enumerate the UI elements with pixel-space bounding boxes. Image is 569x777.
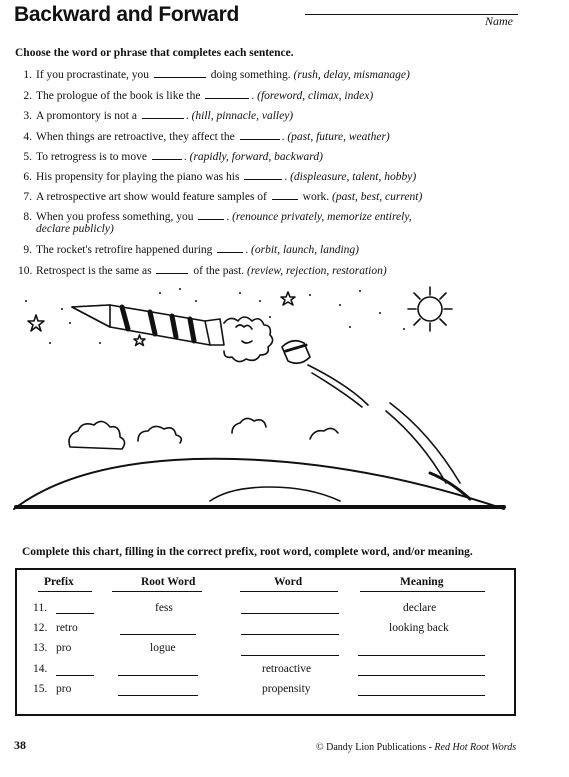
answer-options: (review, rejection, restoration) xyxy=(247,265,387,277)
answer-options: (renounce privately, memorize entirely, xyxy=(232,211,412,223)
prefix-blank[interactable] xyxy=(56,613,94,614)
answer-options: (rapidly, forward, backward) xyxy=(189,151,323,163)
question-text: A retrospective art show would feature samples of xyxy=(36,191,267,203)
rocket-icon xyxy=(72,305,224,345)
question-text: The rocket's retrofire happened during xyxy=(36,244,213,256)
question-5 xyxy=(21,149,323,165)
question-1 xyxy=(21,67,410,83)
answer-options-continued: declare publicly) xyxy=(36,223,114,235)
answer-options: (orbit, launch, landing) xyxy=(251,244,360,256)
question-9 xyxy=(21,242,359,258)
star-icon xyxy=(281,292,295,305)
question-text-after: . xyxy=(226,211,230,223)
publisher-credit xyxy=(316,742,516,753)
question-2 xyxy=(21,88,373,104)
cloud-icon xyxy=(138,426,181,443)
prefix-cell: pro xyxy=(56,683,72,695)
row-number: 14. xyxy=(33,663,48,675)
answer-options: (past, best, current) xyxy=(332,191,423,203)
header-underline xyxy=(240,591,338,592)
earth-horizon xyxy=(14,459,504,509)
root-word-cell: logue xyxy=(150,642,176,654)
question-number: 2. xyxy=(23,90,32,102)
header-meaning: Meaning xyxy=(400,576,444,588)
cloud-icon xyxy=(310,428,338,439)
question-7 xyxy=(21,189,422,205)
question-number: 5. xyxy=(23,151,32,163)
question-number: 10. xyxy=(18,265,33,277)
root-word-blank[interactable] xyxy=(120,634,196,635)
question-number: 1. xyxy=(23,69,32,81)
question-text-after: . xyxy=(284,171,288,183)
meaning-cell: declare xyxy=(403,602,437,614)
header-prefix: Prefix xyxy=(44,576,74,588)
root-word-blank[interactable] xyxy=(118,675,198,676)
question-4 xyxy=(21,129,390,145)
word-blank[interactable] xyxy=(241,613,339,614)
header-underline xyxy=(112,591,202,592)
capsule-icon xyxy=(282,341,310,364)
answer-blank[interactable] xyxy=(142,108,184,119)
row-number: 15. xyxy=(33,683,48,695)
page-number: 38 xyxy=(14,738,26,752)
question-text: His propensity for playing the piano was his xyxy=(36,171,240,183)
row-number: 11. xyxy=(33,602,47,614)
answer-blank[interactable] xyxy=(217,242,243,253)
question-number: 8. xyxy=(23,211,32,223)
root-word-blank[interactable] xyxy=(118,695,198,696)
star-icon xyxy=(134,335,145,346)
instructions: Choose the word or phrase that completes each sentence. xyxy=(15,47,294,59)
answer-blank[interactable] xyxy=(240,129,280,140)
answer-blank[interactable] xyxy=(152,149,182,160)
root-word-cell: fess xyxy=(155,602,173,614)
question-number: 6. xyxy=(23,171,32,183)
question-text: When you profess something, you xyxy=(36,211,194,223)
question-text-after: doing something. xyxy=(210,69,291,81)
question-text: Retrospect is the same as xyxy=(36,265,152,277)
question-number: 7. xyxy=(23,191,32,203)
answer-blank[interactable] xyxy=(156,263,188,274)
question-text: To retrogress is to move xyxy=(36,151,147,163)
prefix-cell: retro xyxy=(56,622,78,634)
question-text-after: . xyxy=(281,131,285,143)
cloud-icon xyxy=(232,418,266,433)
question-text: If you procrastinate, you xyxy=(36,69,150,81)
question-number: 9. xyxy=(23,244,32,256)
header-underline xyxy=(38,591,92,592)
header-underline xyxy=(360,591,485,592)
header-word: Word xyxy=(274,576,303,588)
question-text-after: . xyxy=(245,244,249,256)
word-blank[interactable] xyxy=(241,634,339,635)
credit-text: © Dandy Lion Publications - xyxy=(316,742,435,753)
answer-options: (foreword, climax, index) xyxy=(257,90,374,102)
question-6 xyxy=(21,169,416,185)
question-text-after: work. xyxy=(302,191,330,203)
question-text-after: . xyxy=(251,90,255,102)
question-number: 3. xyxy=(23,110,32,122)
answer-blank[interactable] xyxy=(244,169,282,180)
word-cell: propensity xyxy=(262,683,311,695)
sun-icon xyxy=(408,287,452,331)
answer-options: (hill, pinnacle, valley) xyxy=(191,110,294,122)
meaning-blank[interactable] xyxy=(358,695,485,696)
cloud-icon xyxy=(69,421,125,449)
prefix-cell: pro xyxy=(56,642,72,654)
book-title: Red Hot Root Words xyxy=(434,742,517,753)
name-label: Name xyxy=(485,14,513,28)
question-3 xyxy=(21,108,293,124)
answer-options: (past, future, weather) xyxy=(287,131,390,143)
row-number: 13. xyxy=(33,642,48,654)
row-number: 12. xyxy=(33,622,48,634)
answer-blank[interactable] xyxy=(272,189,298,200)
answer-options: (rush, delay, mismanage) xyxy=(293,69,410,81)
star-icon xyxy=(28,315,44,331)
answer-blank[interactable] xyxy=(205,88,249,99)
rocket-illustration xyxy=(10,283,510,513)
prefix-blank[interactable] xyxy=(56,675,94,676)
meaning-blank[interactable] xyxy=(358,655,485,656)
question-text-after: of the past. xyxy=(193,265,245,277)
word-cell: retroactive xyxy=(262,663,312,675)
answer-blank[interactable] xyxy=(198,209,224,220)
word-blank[interactable] xyxy=(241,655,339,656)
question-text: When things are retroactive, they affect the xyxy=(36,131,235,143)
question-text: The prologue of the book is like the xyxy=(36,90,201,102)
meaning-cell: looking back xyxy=(389,622,449,634)
answer-options: (displeasure, talent, hobby) xyxy=(290,171,417,183)
answer-blank[interactable] xyxy=(154,67,206,78)
meaning-blank[interactable] xyxy=(358,675,485,676)
question-text-after: . xyxy=(185,110,189,122)
header-root-word: Root Word xyxy=(141,576,196,588)
question-number: 4. xyxy=(23,131,32,143)
chart-instructions: Complete this chart, filling in the correct prefix, root word, complete word, and/or meaning. xyxy=(22,546,473,558)
page-title: Backward and Forward xyxy=(14,3,240,26)
question-text: A promontory is not a xyxy=(36,110,137,122)
question-10 xyxy=(18,263,387,279)
question-text-after: . xyxy=(183,151,187,163)
